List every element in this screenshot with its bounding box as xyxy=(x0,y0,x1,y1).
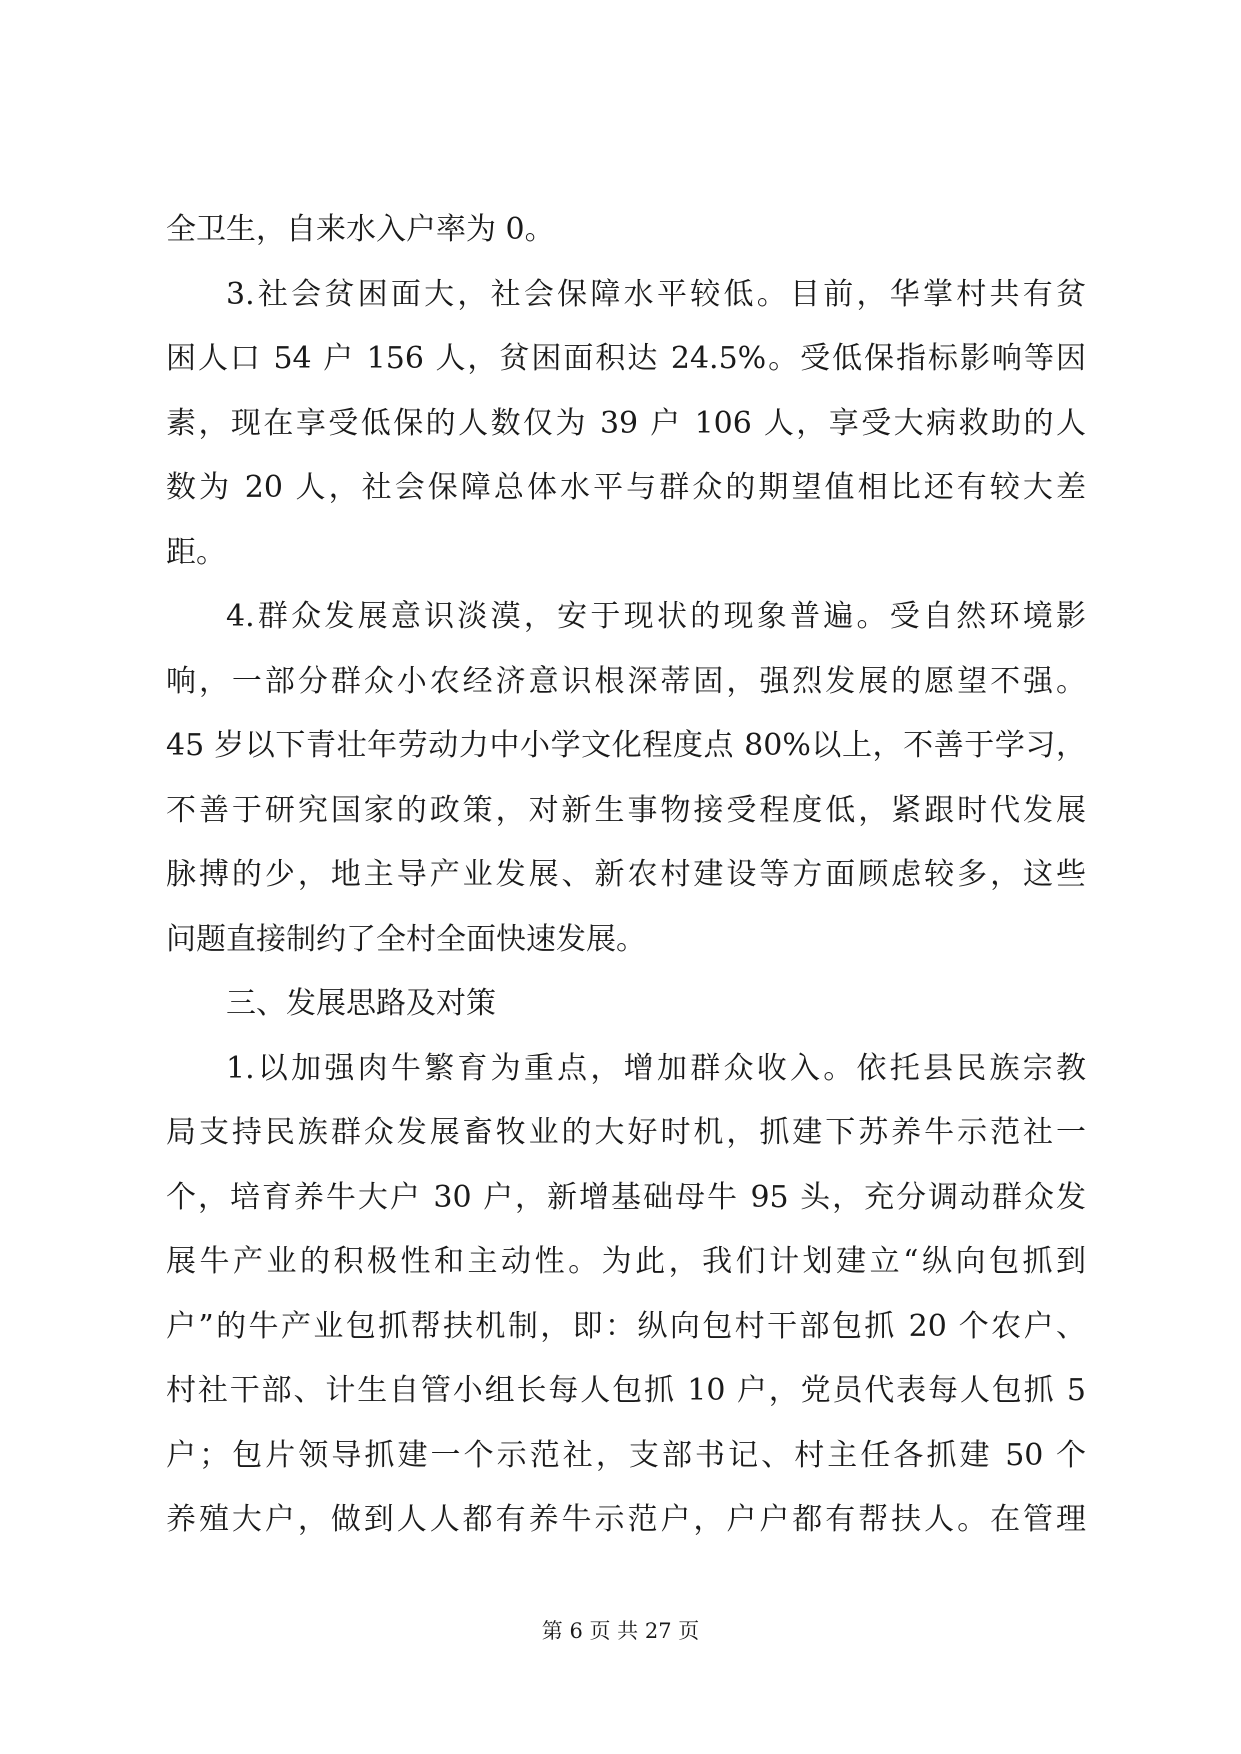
text-line: 数为 20 人，社会保障总体水平与群众的期望值相比还有较大差 xyxy=(166,470,1086,505)
text-line: 全卫生，自来水入户率为 0。 xyxy=(166,212,555,247)
text-line: 1.以加强肉牛繁育为重点，增加群众收入。依托县民族宗教 xyxy=(226,1050,1086,1086)
text-line: 45 岁以下青壮年劳动力中小学文化程度点 80%以上，不善于学习， xyxy=(166,728,1086,763)
text-line: 不善于研究国家的政策，对新生事物接受程度低，紧跟时代发展 xyxy=(166,792,1086,828)
text-line: 户”的牛产业包抓帮扶机制，即：纵向包村干部包抓 20 个农户、 xyxy=(166,1308,1086,1344)
body-text xyxy=(166,198,1086,1553)
text-line: 问题直接制约了全村全面快速发展。 xyxy=(166,921,646,957)
text-line: 养殖大户，做到人人都有养牛示范户，户户都有帮扶人。在管理 xyxy=(166,1502,1086,1537)
text-line: 个，培育养牛大户 30 户，新增基础母牛 95 头，充分调动群众发 xyxy=(166,1179,1086,1215)
text-line: 素，现在享受低保的人数仅为 39 户 106 人，享受大病救助的人 xyxy=(166,405,1086,441)
text-line: 展牛产业的积极性和主动性。为此，我们计划建立“纵向包抓到 xyxy=(166,1244,1086,1279)
text-line: 三、发展思路及对策 xyxy=(226,986,496,1021)
text-line: 3.社会贫困面大，社会保障水平较低。目前，华掌村共有贫 xyxy=(226,276,1086,312)
text-line: 脉搏的少，地主导产业发展、新农村建设等方面顾虑较多，这些 xyxy=(166,857,1086,892)
text-line: 4.群众发展意识淡漠，安于现状的现象普遍。受自然环境影 xyxy=(226,599,1086,634)
text-line: 响，一部分群众小农经济意识根深蒂固，强烈发展的愿望不强。 xyxy=(166,663,1086,699)
text-line: 村社干部、计生自管小组长每人包抓 10 户，党员代表每人包抓 5 xyxy=(166,1373,1086,1408)
text-line: 局支持民族群众发展畜牧业的大好时机，抓建下苏养牛示范社一 xyxy=(166,1115,1086,1150)
page-footer xyxy=(0,1616,1241,1646)
page-number-label: 第 6 页 共 27 页 xyxy=(541,1619,700,1643)
text-line: 户；包片领导抓建一个示范社，支部书记、村主任各抓建 50 个 xyxy=(166,1437,1086,1473)
text-line: 距。 xyxy=(166,534,226,570)
text-line: 困人口 54 户 156 人，贫困面积达 24.5%。受低保指标影响等因 xyxy=(166,341,1086,376)
